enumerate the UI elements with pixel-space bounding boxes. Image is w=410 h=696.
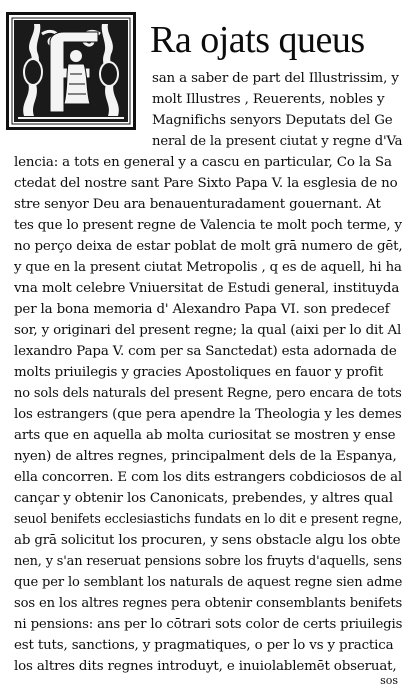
text-line: los estrangers (que pera apendre la Theologia y les demes	[14, 407, 402, 422]
text-line: san a saber de part del Illustrissim, y	[152, 71, 399, 86]
text-line: sos en los altres regnes pera obtenir consemblants benifets	[14, 596, 403, 611]
text-line: vna molt celebre Vniuersitat de Estudi general, instituyda	[14, 281, 400, 296]
text-line: ctedat del nostre sant Pare Sixto Papa V. la esglesia de no	[14, 176, 398, 191]
text-line: arts que en aquella ab molta curiositat se mostren y ense	[14, 428, 396, 443]
text-line: nen, y s'an reseruat pensions sobre los fruyts d'aquells, sens	[14, 554, 402, 569]
text-line: per la bona memoria d' Alexandro Papa VI. son predecef	[14, 302, 390, 317]
catchword: sos	[380, 674, 398, 687]
text-line: neral de la present ciutat y regne d'Va	[152, 134, 403, 149]
text-line: molt Illustres , Reuerents, nobles y	[152, 92, 385, 107]
decorated-initial-icon	[6, 12, 136, 130]
text-line: nyen) de altres regnes, principalment dels de la Espanya,	[14, 449, 397, 464]
text-line: que per lo semblant los naturals de aquest regne sien adme	[14, 575, 403, 590]
text-line: sor, y originari del present regne; la qual (aixi per lo dit Al	[14, 323, 402, 338]
text-line: seuol benifets ecclesiastichs fundats en lo dit e present regne,	[14, 512, 403, 527]
text-line: ella concorren. E com los dits estrangers cobdiciosos de al	[14, 470, 403, 485]
decorated-initial	[6, 12, 136, 130]
text-line: y que en la present ciutat Metropolis , q es de aquell, hi ha	[14, 260, 402, 275]
text-line: ab grā solicitut los procuren, y sens obstacle algu los obte	[14, 533, 401, 548]
text-line: lencia: a tots en general y a cascu en particular, Co la Sa	[14, 155, 392, 170]
text-line: tes que lo present regne de Valencia te molt poch terme, y	[14, 218, 402, 233]
text-line: stre senyor Deu ara benauenturadament gouernant. At	[14, 197, 381, 212]
text-line: est tuts, sanctions, y pragmatiques, o per lo vs y practica	[14, 638, 394, 653]
text-line: los altres dits regnes introduyt, e inuiolablemēt obseruat,	[14, 659, 397, 674]
text-line: ni pensions: ans per lo cōtrari sots color de certs priuilegis	[14, 617, 403, 632]
text-line: molts priuilegis y gracies Apostoliques en fauor y profit	[14, 365, 383, 380]
text-line: no perço deixa de estar poblat de molt grā numero de gēt,	[14, 239, 402, 254]
text-line: Magnifichs senyors Deputats del Ge	[152, 113, 393, 128]
text-line: no sols dels naturals del present Regne, pero encara de tots	[14, 386, 402, 401]
opening-line: Ra ojats queus	[150, 19, 365, 61]
text-line: lexandro Papa V. com per sa Sanctedat) esta adornada de	[14, 344, 397, 359]
text-line: cançar y obtenir los Canonicats, prebendes, y altres qual	[14, 491, 393, 506]
